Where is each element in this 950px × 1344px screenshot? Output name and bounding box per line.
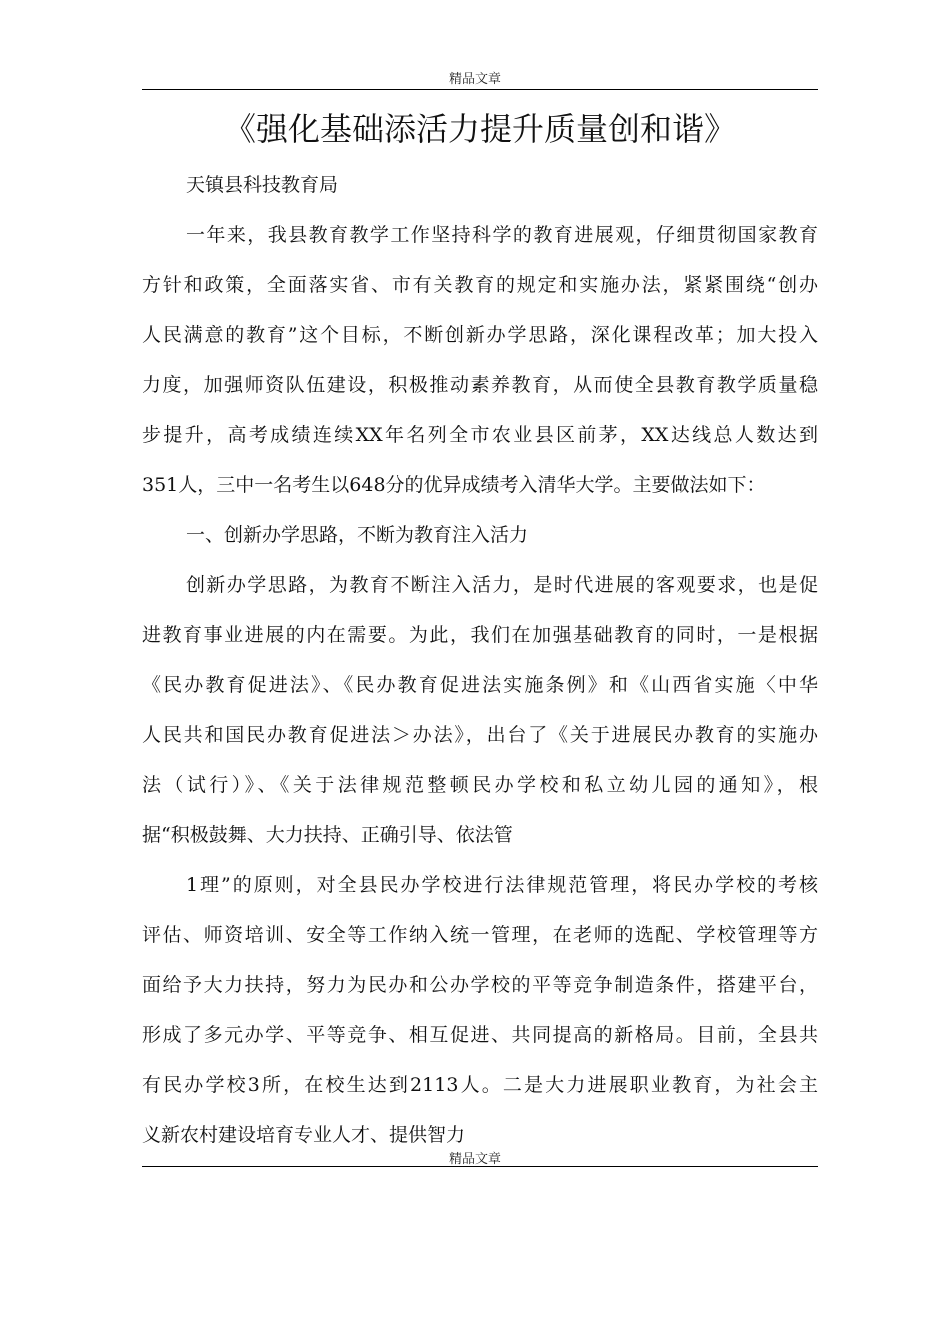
paragraph (142, 560, 818, 860)
text-line: 人民满意的教育”这个目标，不断创新办学思路，深化课程改革；加大投入 (142, 324, 818, 346)
text-line: 步提升，高考成绩连续XX年名列全市农业县区前茅，XX达线总人数达到 (142, 424, 818, 446)
paragraph (142, 210, 818, 510)
footer-divider (142, 1166, 818, 1167)
text-line: 评估、师资培训、安全等工作纳入统一管理，在老师的选配、学校管理等方 (142, 924, 818, 946)
header-divider (142, 89, 818, 90)
author-line: 天镇县科技教育局 (186, 174, 339, 196)
text-line: 创新办学思路，为教育不断注入活力，是时代进展的客观要求，也是促 (186, 574, 818, 596)
text-line: 一、创新办学思路，不断为教育注入活力 (186, 524, 529, 546)
text-line: 据“积极鼓舞、大力扶持、正确引导、依法管 (142, 824, 513, 846)
text-line: 形成了多元办学、平等竞争、相互促进、共同提高的新格局。目前，全县共 (142, 1024, 818, 1046)
text-line: 义新农村建设培育专业人才、提供智力 (142, 1124, 466, 1146)
text-line: 力度，加强师资队伍建设，积极推动素养教育，从而使全县教育教学质量稳 (142, 374, 818, 396)
text-line: 进教育事业进展的内在需要。为此，我们在加强基础教育的同时，一是根据 (142, 624, 818, 646)
text-line: 面给予大力扶持，努力为民办和公办学校的平等竞争制造条件，搭建平台， (142, 974, 818, 996)
text-line: 人民共和国民办教育促进法＞办法》，出台了《关于进展民办教育的实施办 (142, 724, 818, 746)
text-line: 351人，三中一名考生以648分的优异成绩考入清华大学。主要做法如下： (142, 474, 766, 496)
page-footer: 精品文章 (448, 1152, 501, 1167)
document-body (142, 160, 818, 1160)
document-title: 《强化基础添活力提升质量创和谐》 (223, 110, 736, 148)
paragraph (142, 860, 818, 1160)
text-line: 《民办教育促进法》、《民办教育促进法实施条例》和《山西省实施〈中华 (142, 674, 818, 696)
section-heading (142, 510, 818, 560)
text-line: 一年来，我县教育教学工作坚持科学的教育进展观，仔细贯彻国家教育 (186, 224, 818, 246)
text-line: 1理”的原则，对全县民办学校进行法律规范管理，将民办学校的考核 (186, 874, 818, 896)
text-line: 法（试行）》、《关于法律规范整顿民办学校和私立幼儿园的通知》，根 (142, 774, 818, 796)
text-line: 方针和政策，全面落实省、市有关教育的规定和实施办法，紧紧围绕“创办 (142, 274, 818, 296)
text-line: 有民办学校3所，在校生达到2113人。二是大力进展职业教育，为社会主 (142, 1074, 818, 1096)
page-header: 精品文章 (448, 72, 501, 87)
